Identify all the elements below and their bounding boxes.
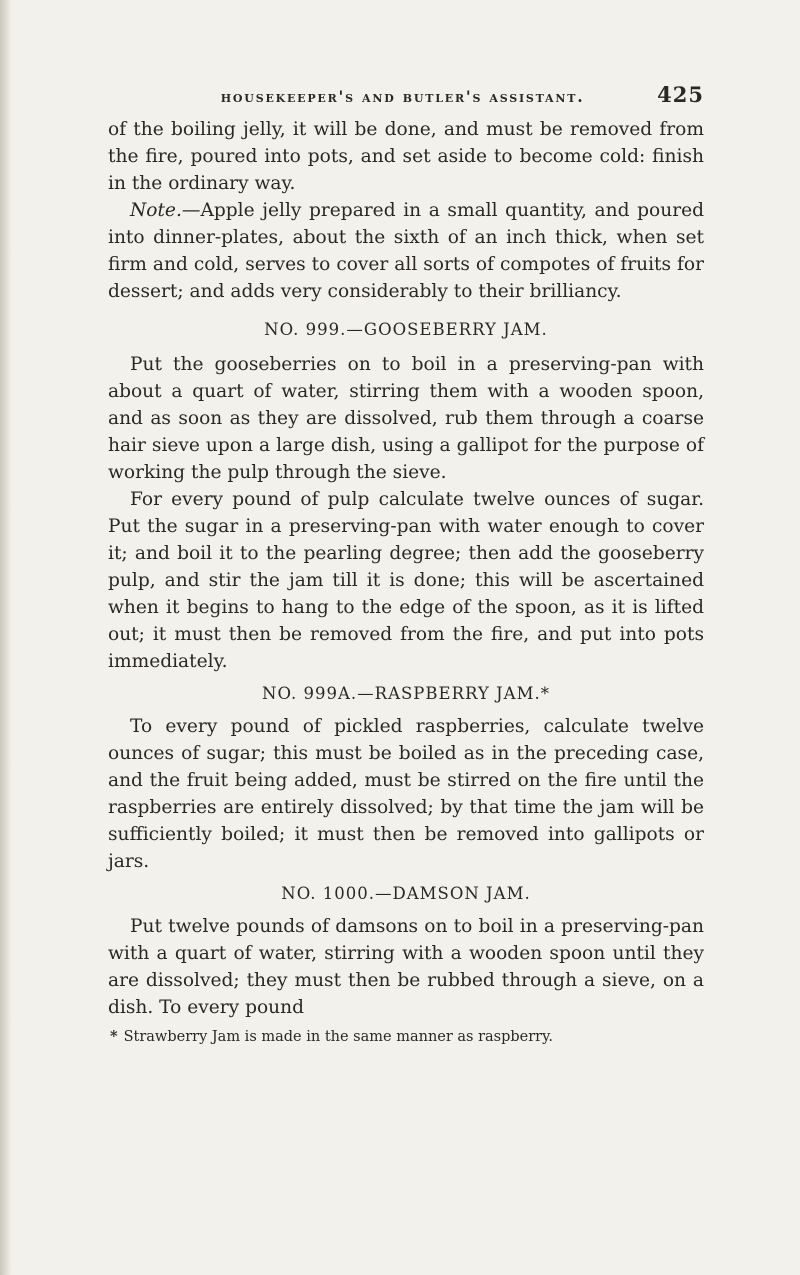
intro-paragraph: of the boiling jelly, it will be done, and must be removed from the fire, poured into pots, and set aside to become cold: finish in the ordinary way. xyxy=(108,119,704,194)
note-label: Note. xyxy=(130,200,182,221)
footnote-mark: * xyxy=(110,1028,118,1045)
gooseberry-paragraph-2: For every pound of pulp calculate twelve ounces of sugar. Put the sugar in a preserving-pan with water enough to cover it; and boil it to the pearling degree; then add the gooseberry pulp, and stir the jam till it is done; this will be ascertained when it begins to hang to the edge of the spoon, as it is lifted out; it must then be removed from the fire, and put into pots immediately. xyxy=(108,489,704,672)
recipe-heading-gooseberry-jam: NO. 999.—GOOSEBERRY JAM. xyxy=(264,320,548,339)
running-head xyxy=(108,82,704,116)
footnote xyxy=(108,1027,704,1047)
running-head-title: housekeeper's and butler's assistant. xyxy=(220,87,585,106)
raspberry-paragraph-1: To every pound of pickled raspberries, calculate twelve ounces of sugar; this must be boiled as in the preceding case, and the fruit being added, must be stirred on the fire until the raspberries are entirely dissolved; by that time the jam will be sufficiently boiled; it must then be removed into gallipots or jars. xyxy=(108,716,704,872)
note-paragraph xyxy=(108,197,704,305)
footnote-text: Strawberry Jam is made in the same manner as raspberry. xyxy=(123,1029,553,1045)
damson-paragraph-1: Put twelve pounds of damsons on to boil in a preserving-pan with a quart of water, stirring with a wooden spoon until they are dissolved; they must then be rubbed through a sieve, on a dish. To every pound xyxy=(108,916,704,1018)
book-gutter-shadow xyxy=(0,0,12,1275)
gooseberry-paragraph-1: Put the gooseberries on to boil in a preserving-pan with about a quart of water, stirring them with a wooden spoon, and as soon as they are dissolved, rub them through a coarse hair sieve upon a large dish, using a gallipot for the purpose of working the pulp through the sieve. xyxy=(108,354,704,483)
page-number: 425 xyxy=(657,82,704,107)
recipe-heading-damson-jam: NO. 1000.—DAMSON JAM. xyxy=(281,884,531,903)
recipe-heading-raspberry-jam: NO. 999A.—RASPBERRY JAM.* xyxy=(262,684,550,703)
book-page xyxy=(108,82,704,1047)
body-text xyxy=(108,116,704,1047)
note-text: —Apple jelly prepared in a small quantity, and poured into dinner-plates, about the sixth of an inch thick, when set firm and cold, serves to cover all sorts of compotes of fruits for dessert; and adds very considerably to their brilliancy. xyxy=(108,200,704,302)
